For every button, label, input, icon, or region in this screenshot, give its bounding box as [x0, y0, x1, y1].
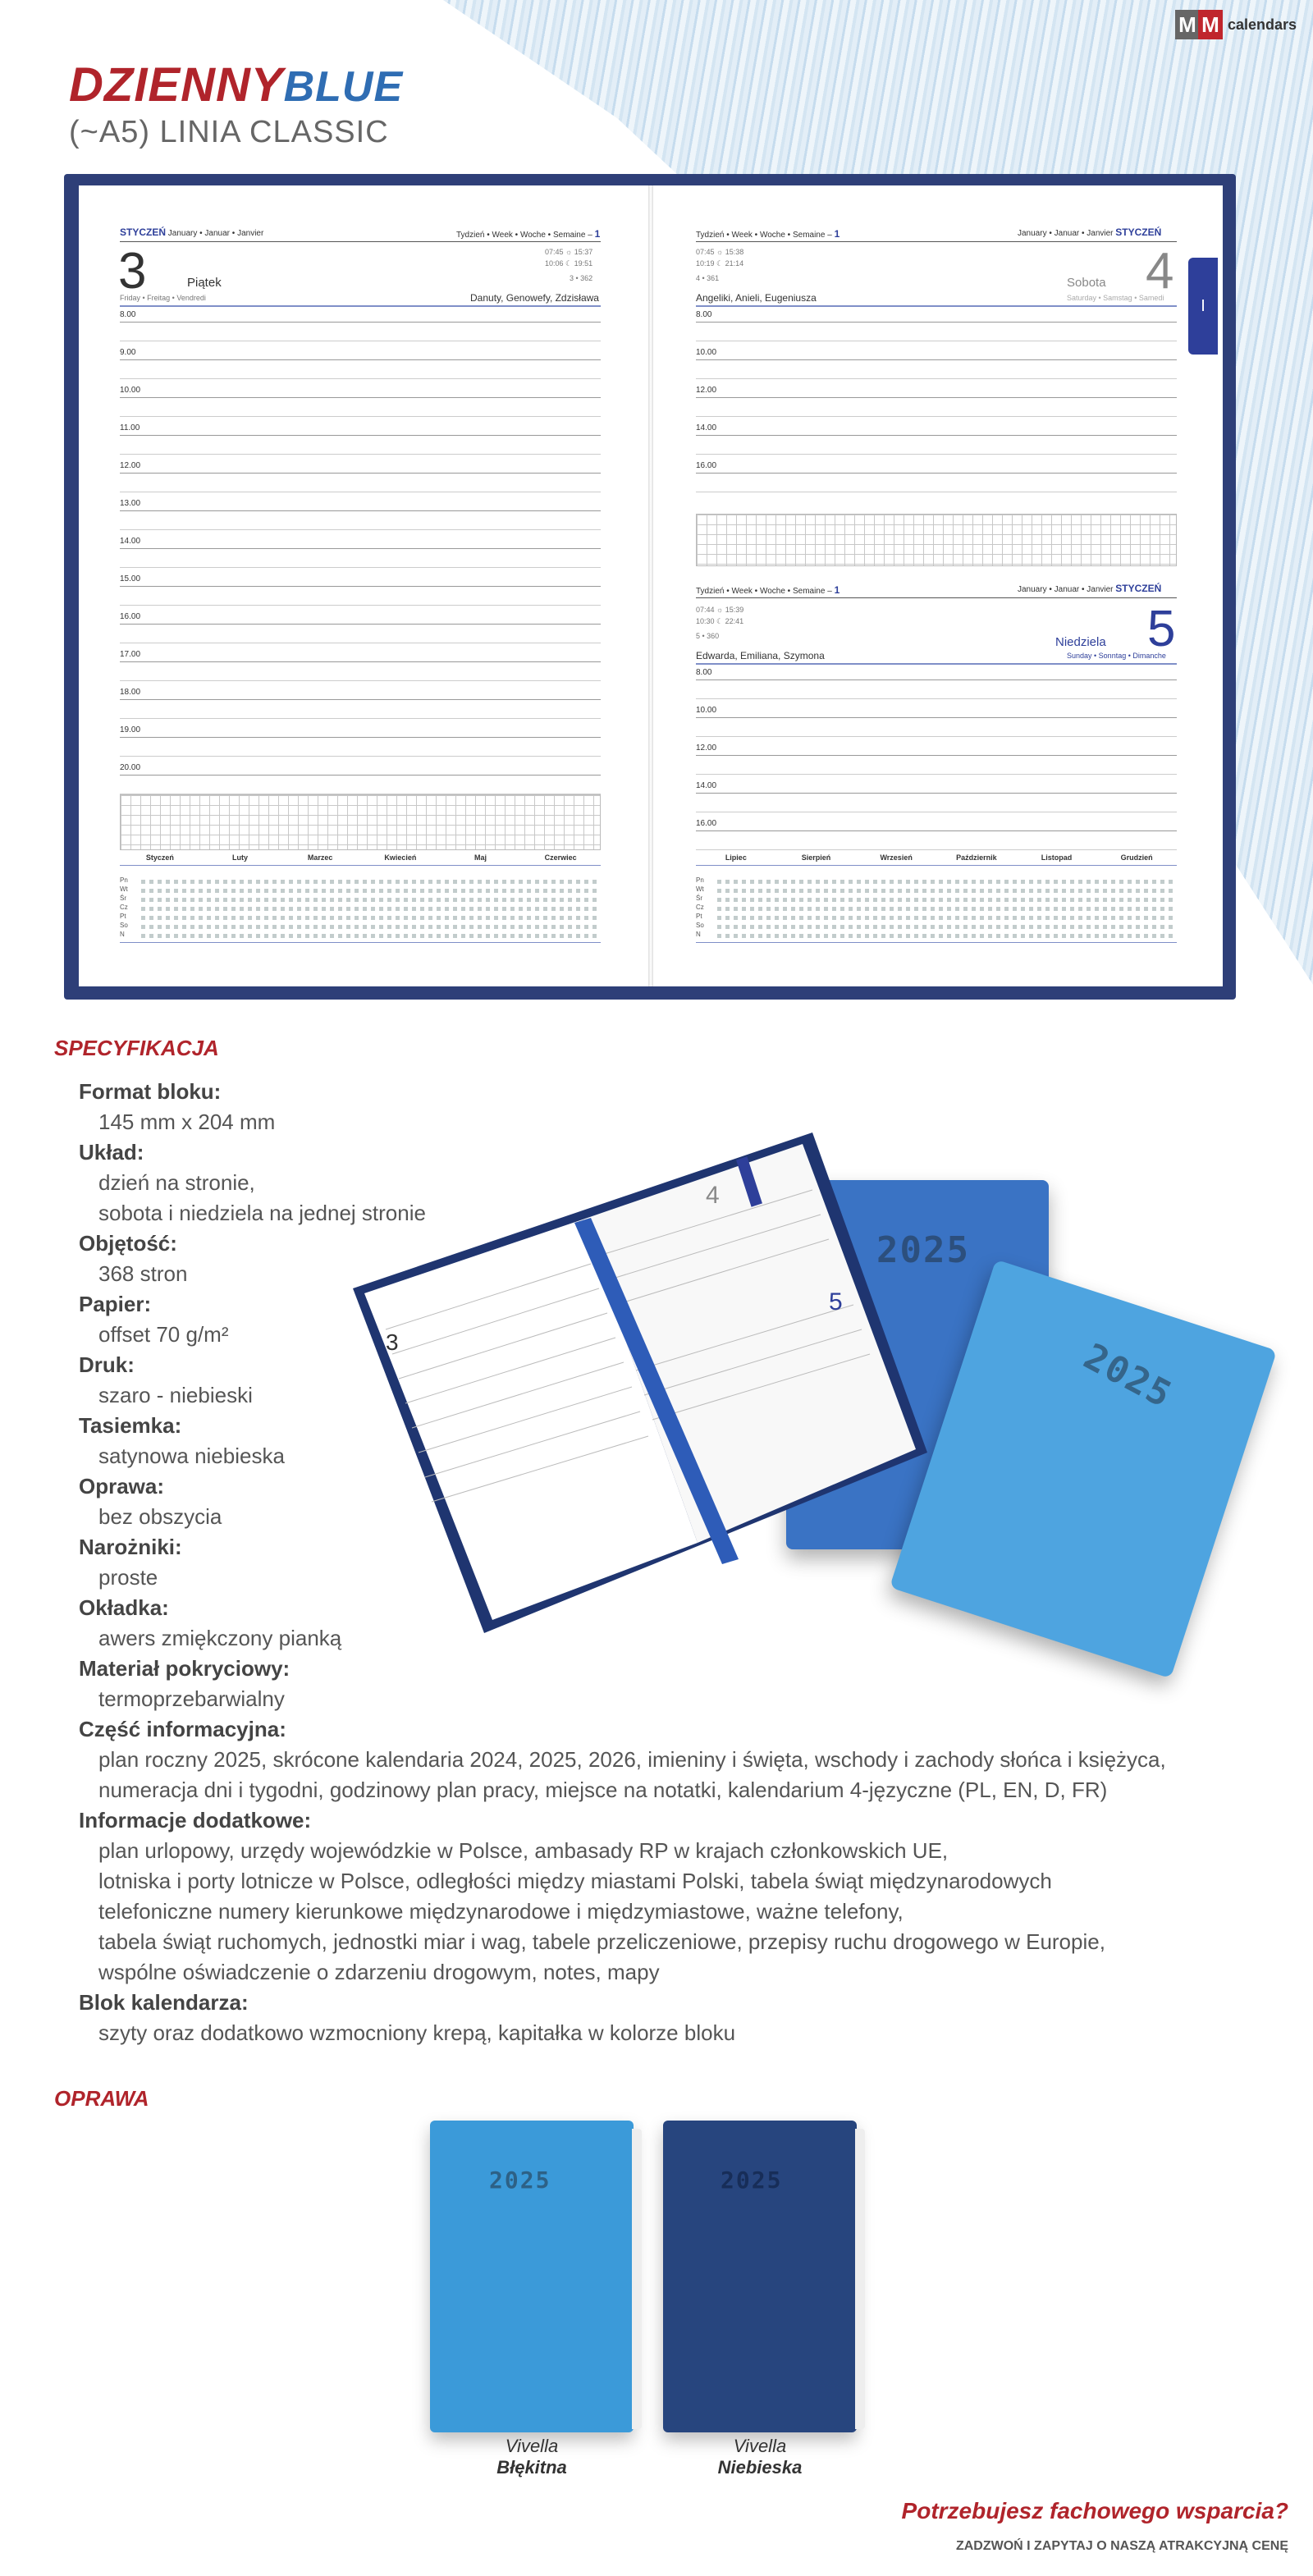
- left-day-of-year: 3 • 362: [570, 274, 593, 282]
- left-day-row: [141, 880, 601, 884]
- left-month-langs: January • Januar • Janvier: [167, 229, 264, 238]
- logo-mark-icon: M: [1175, 10, 1200, 39]
- left-month-name: Maj: [474, 853, 487, 862]
- left-weekday: So: [120, 922, 128, 929]
- left-hour-label: 10.00: [120, 386, 141, 395]
- left-weekday: N: [120, 931, 125, 938]
- sat-day-number: 4: [1146, 243, 1174, 300]
- sat-day-langs: Saturday • Samstag • Samedi: [1067, 294, 1164, 302]
- left-half-line: [120, 567, 601, 568]
- left-hour-line: [120, 510, 601, 511]
- left-hour-label: 11.00: [120, 423, 140, 432]
- right-month-name: Lipiec: [725, 853, 747, 862]
- spec-value: numeracja dni i tygodni, godzinowy plan pracy, miejsce na notatki, kalendarium 4-języczne (PL, EN, D, FR): [98, 1778, 1108, 1802]
- sun-half-line: [696, 736, 1177, 737]
- spec-value: awers zmiękczony pianką: [98, 1626, 342, 1650]
- sat-hour-line: [696, 435, 1177, 436]
- sun-header-rule: [696, 597, 1177, 598]
- spec-value: proste: [98, 1565, 158, 1590]
- cover-niebieska-year: 2025: [721, 2166, 783, 2194]
- spec-label: Format bloku:: [79, 1079, 222, 1104]
- right-cal-rule: [696, 865, 1177, 866]
- sat-notes-grid[interactable]: [696, 514, 1177, 566]
- left-cal-rule: [120, 865, 601, 866]
- left-hour-label: 18.00: [120, 688, 141, 697]
- spec-value: offset 70 g/m²: [98, 1322, 229, 1347]
- sun-day-name: Niedziela: [1055, 635, 1106, 649]
- spec-value: plan urlopowy, urzędy wojewódzkie w Polsce, ambasady RP w krajach członkowskich UE,: [98, 1838, 949, 1863]
- sun-day-rule: [696, 663, 1177, 665]
- cta-subtext: ZADZWOŃ I ZAPYTAJ O NASZĄ ATRAKCYJNĄ CENĘ: [955, 2539, 1288, 2553]
- left-month-name: Kwiecień: [384, 853, 417, 862]
- spec-label: Narożniki:: [79, 1535, 182, 1559]
- sat-hour-label: 10.00: [696, 348, 717, 357]
- right-day-row: [717, 880, 1177, 884]
- right-weekday: Pn: [696, 876, 704, 884]
- left-half-line: [120, 680, 601, 681]
- right-weekday: Wt: [696, 885, 704, 893]
- sat-day-of-year: 4 • 361: [696, 274, 720, 282]
- cta-headline: Potrzebujesz fachowego wsparcia?: [901, 2498, 1288, 2523]
- sat-moon-times: 10:19 ☾ 21:14: [696, 259, 744, 268]
- left-hour-line: [120, 586, 601, 587]
- spec-label: Objętość:: [79, 1231, 177, 1256]
- spec-label: Tasiemka:: [79, 1413, 182, 1438]
- cover-year: 2025: [876, 1229, 970, 1271]
- right-week-header: [696, 228, 839, 240]
- right-day-row: [717, 934, 1177, 938]
- sat-half-line: [696, 454, 1177, 455]
- spec-value: 145 mm x 204 mm: [98, 1110, 276, 1134]
- cover-blekitna-caption: [450, 2436, 614, 2478]
- left-hour-label: 17.00: [120, 650, 141, 659]
- spec-label: Blok kalendarza:: [79, 1990, 249, 2015]
- left-month-name: Marzec: [307, 853, 333, 862]
- spec-label: Okładka:: [79, 1595, 169, 1620]
- left-day-row: [141, 916, 601, 920]
- left-cal-rule-bottom: [120, 942, 601, 943]
- right-day-row: [717, 898, 1177, 902]
- left-month-name: Luty: [232, 853, 248, 862]
- spec-section-title: SPECYFIKACJA: [54, 1036, 219, 1060]
- planner-gutter: [648, 185, 653, 986]
- right-month-header: [1018, 226, 1161, 238]
- spec-value: bez obszycia: [98, 1504, 222, 1529]
- left-notes-grid[interactable]: [120, 794, 601, 850]
- left-hour-label: 19.00: [120, 725, 141, 734]
- left-weekday: Pt: [120, 913, 126, 920]
- oprawa-section-title: OPRAWA: [54, 2086, 149, 2111]
- right-cal-rule-bottom: [696, 942, 1177, 943]
- sat-day-name: Sobota: [1067, 276, 1106, 290]
- diary-day5: 5: [829, 1288, 843, 1315]
- cover-blekitna[interactable]: [430, 2121, 634, 2432]
- product-subtitle: (~A5) LINIA CLASSIC: [69, 115, 389, 149]
- spec-value: dzień na stronie,: [98, 1170, 255, 1195]
- sat-hour-line: [696, 322, 1177, 323]
- cover-niebieska-caption: [678, 2436, 842, 2478]
- spec-label: Informacje dodatkowe:: [79, 1808, 312, 1832]
- left-half-line: [120, 718, 601, 719]
- spec-label: Oprawa:: [79, 1474, 165, 1498]
- left-moon-times: 10:06 ☾ 19:51: [545, 259, 593, 268]
- cover-niebieska-name: Niebieska: [717, 2457, 803, 2478]
- cover-niebieska-material: Vivella: [733, 2436, 787, 2456]
- left-hour-line: [120, 397, 601, 398]
- left-week-number: 1: [594, 228, 601, 240]
- left-hour-line: [120, 359, 601, 360]
- sun-sun-times: 07:44 ☼ 15:39: [696, 606, 744, 614]
- right-month-name: Październik: [956, 853, 997, 862]
- spec-label: Układ:: [79, 1140, 144, 1164]
- sat-half-line: [696, 416, 1177, 417]
- left-weekday: Śr: [120, 895, 126, 902]
- open-diary-illustration: [353, 1132, 927, 1633]
- left-hour-label: 13.00: [120, 499, 141, 508]
- left-half-line: [120, 378, 601, 379]
- left-weekday: Wt: [120, 885, 128, 893]
- diary-day3: 3: [386, 1329, 399, 1355]
- spec-value: szaro - niebieski: [98, 1383, 253, 1407]
- spec-value: lotniska i porty lotnicze w Polsce, odległości między miastami Polski, tabela świąt międzynarodowych: [98, 1869, 1052, 1893]
- left-day-rule: [120, 305, 601, 307]
- left-week-header: [456, 228, 600, 240]
- left-day-number: 3: [118, 243, 147, 300]
- cover-niebieska-pages: [855, 2129, 865, 2429]
- sun-month-name: STYCZEŃ: [1115, 583, 1162, 594]
- left-hour-label: 20.00: [120, 763, 141, 772]
- sat-hour-line: [696, 397, 1177, 398]
- right-weekday: Cz: [696, 904, 704, 911]
- right-weekday: N: [696, 931, 701, 938]
- sun-hour-label: 16.00: [696, 819, 717, 828]
- sun-hour-label: 10.00: [696, 706, 717, 715]
- left-day-row: [141, 934, 601, 938]
- spec-label: Część informacyjna:: [79, 1717, 286, 1741]
- left-month-name: STYCZEŃ: [120, 226, 167, 238]
- sat-hour-label: 16.00: [696, 461, 717, 470]
- sun-week-header: [696, 584, 839, 596]
- sat-hour-line: [696, 359, 1177, 360]
- left-sun-times: 07:45 ☼ 15:37: [545, 248, 593, 256]
- left-hour-line: [120, 775, 601, 776]
- sun-hour-line: [696, 755, 1177, 756]
- spec-value: telefoniczne numery kierunkowe międzynarodowe i międzymiastowe, ważne telefony,: [98, 1899, 904, 1924]
- right-day-row: [717, 916, 1177, 920]
- cover-blekitna-material: Vivella: [505, 2436, 559, 2456]
- sun-day-langs: Sunday • Sonntag • Dimanche: [1067, 652, 1166, 660]
- product-title-accent: BLUE: [283, 63, 404, 111]
- spec-value: wspólne oświadczenie o zdarzeniu drogowym, notes, mapy: [98, 1960, 660, 1984]
- spec-value: plan roczny 2025, skrócone kalendaria 2024, 2025, 2026, imieniny i święta, wschody i zachody słońca i księżyca,: [98, 1747, 1166, 1772]
- left-hour-line: [120, 322, 601, 323]
- left-hour-label: 15.00: [120, 574, 141, 583]
- sun-day-of-year: 5 • 360: [696, 632, 720, 640]
- product-title-main: DZIENNY: [69, 58, 284, 112]
- right-month-name: Grudzień: [1120, 853, 1153, 862]
- sun-hour-line: [696, 793, 1177, 794]
- left-day-row: [141, 907, 601, 911]
- left-header-rule: [120, 241, 601, 242]
- brand-logo[interactable]: [1175, 10, 1297, 39]
- spec-value: tabela świąt ruchomych, jednostki miar i wag, tabele przeliczeniowe, przepisy ruchu drogowego w Europie,: [98, 1929, 1105, 1954]
- sun-moon-times: 10:30 ☾ 22:41: [696, 617, 744, 625]
- sat-half-line: [696, 378, 1177, 379]
- sat-hour-line: [696, 473, 1177, 474]
- cover-year-light: 2025: [1077, 1335, 1179, 1417]
- left-month-header: [120, 226, 263, 238]
- cover-blekitna-year: 2025: [489, 2166, 551, 2194]
- left-weekday: Pn: [120, 876, 128, 884]
- left-hour-label: 12.00: [120, 461, 141, 470]
- sun-week-label: Tydzień • Week • Woche • Semaine –: [696, 587, 832, 596]
- spec-value: sobota i niedziela na jednej stronie: [98, 1201, 426, 1225]
- spec-value: termoprzebarwialny: [98, 1686, 285, 1711]
- spec-label: Materiał pokryciowy:: [79, 1656, 291, 1681]
- left-month-name: Styczeń: [145, 853, 174, 862]
- left-weekday: Cz: [120, 904, 128, 911]
- left-half-line: [120, 529, 601, 530]
- left-day-row: [141, 898, 601, 902]
- left-namedays: Danuty, Genowefy, Zdzisława: [470, 292, 599, 304]
- sun-day-number: 5: [1147, 601, 1176, 657]
- left-half-line: [120, 605, 601, 606]
- left-day-name: Piątek: [187, 276, 222, 290]
- right-month-name: Wrzesień: [880, 853, 913, 862]
- right-weekday: Pt: [696, 913, 702, 920]
- left-hour-line: [120, 737, 601, 738]
- left-week-label: Tydzień • Week • Woche • Semaine –: [456, 231, 592, 240]
- sat-namedays: Angeliki, Anieli, Eugeniusza: [696, 292, 817, 304]
- sat-hour-label: 8.00: [696, 310, 712, 319]
- sun-month-langs: January • Januar • Janvier: [1018, 585, 1114, 594]
- right-day-row: [717, 889, 1177, 893]
- left-hour-label: 9.00: [120, 348, 136, 357]
- right-weekday: Śr: [696, 895, 702, 902]
- right-month-name: Listopad: [1041, 853, 1073, 862]
- cover-blekitna-name: Błękitna: [496, 2457, 567, 2478]
- right-month-name: Sierpień: [801, 853, 831, 862]
- right-week-label: Tydzień • Week • Woche • Semaine –: [696, 231, 832, 240]
- sun-hour-label: 14.00: [696, 781, 717, 790]
- cover-niebieska[interactable]: [663, 2121, 857, 2432]
- spec-value: szyty oraz dodatkowo wzmocniony krepą, kapitałka w kolorze bloku: [98, 2020, 736, 2045]
- right-day-row: [717, 907, 1177, 911]
- left-half-line: [120, 756, 601, 757]
- left-day-row: [141, 889, 601, 893]
- sat-hour-label: 12.00: [696, 386, 717, 395]
- cover-blekitna-pages: [632, 2129, 642, 2429]
- sun-week-number: 1: [834, 584, 840, 596]
- left-hour-line: [120, 548, 601, 549]
- right-day-row: [717, 925, 1177, 929]
- left-hour-line: [120, 624, 601, 625]
- open-diary: [353, 1132, 927, 1633]
- sat-hour-label: 14.00: [696, 423, 717, 432]
- left-month-name: Czerwiec: [544, 853, 577, 862]
- spec-value: 368 stron: [98, 1261, 188, 1286]
- logo-mark-icon-red: M: [1198, 10, 1223, 39]
- diary-day4: 4: [706, 1182, 720, 1209]
- right-month-name: STYCZEŃ: [1115, 226, 1162, 238]
- sun-half-line: [696, 698, 1177, 699]
- sun-hour-line: [696, 830, 1177, 831]
- left-hour-label: 16.00: [120, 612, 141, 621]
- spec-value: satynowa niebieska: [98, 1444, 285, 1468]
- left-half-line: [120, 454, 601, 455]
- spec-label: Druk:: [79, 1352, 135, 1377]
- sun-hour-label: 12.00: [696, 744, 717, 753]
- left-hour-line: [120, 473, 601, 474]
- left-half-line: [120, 416, 601, 417]
- sun-half-line: [696, 849, 1177, 850]
- right-week-number: 1: [834, 228, 840, 240]
- left-hour-line: [120, 699, 601, 700]
- left-day-langs: Friday • Freitag • Vendredi: [120, 294, 206, 302]
- logo-text: calendars: [1227, 16, 1297, 33]
- left-day-row: [141, 925, 601, 929]
- left-hour-line: [120, 661, 601, 662]
- left-hour-label: 8.00: [120, 310, 136, 319]
- right-month-langs: January • Januar • Janvier: [1018, 229, 1114, 238]
- month-tab[interactable]: I: [1188, 258, 1218, 355]
- spec-label: Papier:: [79, 1292, 152, 1316]
- left-hour-line: [120, 435, 601, 436]
- right-weekday: So: [696, 922, 704, 929]
- sat-day-rule: [696, 305, 1177, 307]
- sat-sun-times: 07:45 ☼ 15:38: [696, 248, 744, 256]
- right-header-rule: [696, 241, 1177, 242]
- sun-hour-line: [696, 717, 1177, 718]
- sun-namedays: Edwarda, Emiliana, Szymona: [696, 650, 825, 661]
- sun-hour-label: 8.00: [696, 668, 712, 677]
- sun-month-header: [1018, 583, 1161, 594]
- left-hour-label: 14.00: [120, 537, 141, 546]
- sun-hour-line: [696, 679, 1177, 680]
- product-title: [69, 57, 403, 112]
- sun-half-line: [696, 774, 1177, 775]
